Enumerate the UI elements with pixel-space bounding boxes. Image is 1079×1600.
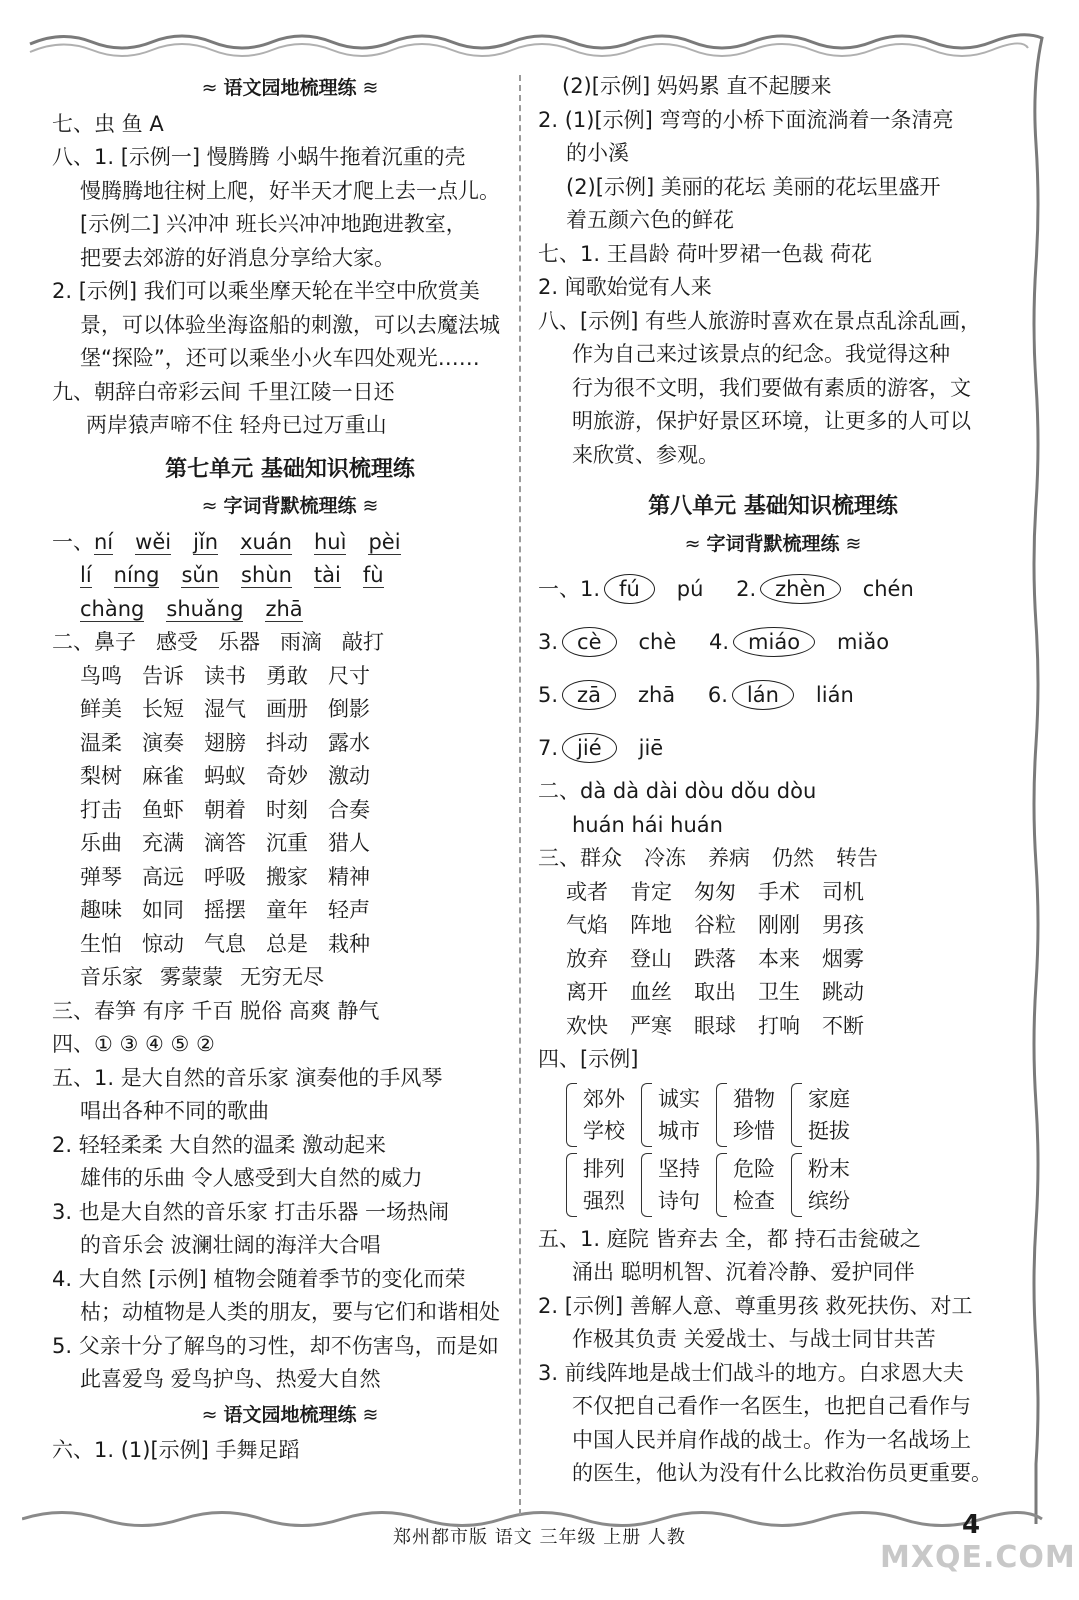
word-row: [52, 727, 528, 761]
word: 鲜美: [80, 697, 122, 721]
word: 匆匆: [694, 879, 736, 904]
section-title: ≈ 语文园地梳理练 ≋: [201, 77, 379, 99]
word: 搬家: [266, 864, 308, 889]
word: 惊动: [142, 931, 184, 956]
word: 群众: [580, 846, 622, 870]
answer-line: (2)[示例] 妈妈累 直不起腰来: [562, 74, 832, 98]
word: 血丝: [630, 980, 672, 1004]
answer-line: 4. 大自然 [示例] 植物会随着季节的变化而荣: [52, 1266, 466, 1291]
answer-line: 八、1. [示例一] 慢腾腾 小蜗牛拖着沉重的壳: [52, 145, 466, 169]
answer-line: 七、1. 王昌龄 荷叶罗裙一色裁 荷花: [538, 241, 873, 266]
brace-icon: [791, 1153, 802, 1217]
word: 蚂蚁: [204, 764, 246, 788]
word: 排列: [583, 1156, 625, 1181]
word: 冷冻: [644, 846, 686, 870]
word: 学校: [583, 1118, 625, 1143]
word: 雾蒙蒙: [160, 965, 223, 989]
word: 麻雀: [142, 764, 184, 788]
word: 乐器: [218, 630, 260, 654]
word: 演奏: [142, 730, 184, 755]
pinyin: shuǎng: [166, 596, 244, 621]
answer-line: 着五颜六色的鲜花: [566, 208, 734, 232]
answer-line: huán hái huán: [572, 812, 723, 837]
brace-pair: [566, 1153, 625, 1217]
word: 栽种: [328, 931, 370, 956]
word: 司机: [822, 879, 864, 904]
word: 音乐家: [80, 965, 143, 989]
page-footer: 郑州都市版 语文 三年级 上册 人教: [393, 1527, 686, 1548]
pinyin: níng: [113, 563, 160, 587]
circled-answer: miáo: [733, 627, 815, 657]
brace-group: [566, 1083, 1008, 1147]
word: 挺拔: [808, 1118, 850, 1143]
word: 合奏: [328, 797, 370, 822]
left-column: [52, 70, 528, 1468]
word: 缤纷: [808, 1188, 850, 1213]
word: 无穷无尽: [240, 965, 324, 989]
circled-answer: jié: [562, 733, 617, 763]
word: 激动: [328, 764, 370, 788]
word: 登山: [630, 946, 672, 971]
brace-icon: [716, 1083, 727, 1147]
word: 刚刚: [758, 913, 800, 937]
word: 珍惜: [733, 1118, 775, 1143]
word-row: [52, 894, 528, 928]
answer-line: 的音乐会 波澜壮阔的海洋大合唱: [80, 1233, 381, 1257]
brace-pair: [566, 1083, 625, 1147]
word: 翅膀: [204, 730, 246, 755]
word: 猎人: [328, 831, 370, 855]
word: 手术: [758, 879, 800, 904]
word-row: [52, 760, 528, 794]
word: 轻声: [328, 898, 370, 922]
word: 离开: [566, 980, 608, 1004]
word: 梨树: [80, 764, 122, 788]
word: 感受: [156, 630, 198, 654]
word-row: [52, 693, 528, 727]
watermark: MXQE.COM: [880, 1540, 1076, 1575]
word: 城市: [658, 1118, 700, 1143]
word: 充满: [142, 831, 184, 855]
word: 男孩: [822, 913, 864, 937]
answer-line: 3. 前线阵地是战士们战斗的地方。白求恩大夫: [538, 1360, 964, 1385]
brace-icon: [791, 1083, 802, 1147]
pinyin-row: 一、ní wěi jǐn xuán huì pèi: [52, 529, 401, 554]
brace-pair: [716, 1153, 775, 1217]
word: 乐曲: [80, 831, 122, 855]
right-column: [538, 70, 1008, 1491]
word: 精神: [328, 864, 370, 889]
word-list: [538, 842, 1008, 1043]
answer-line: 二、dà dà dài dòu dǒu dòu: [538, 779, 817, 803]
pinyin: shùn: [241, 563, 292, 587]
answer-line: (2)[示例] 美丽的花坛 美丽的花坛里盛开: [566, 174, 941, 199]
answer-line: 七、虫 鱼 A: [52, 111, 164, 136]
answer-line: 涌出 聪明机智、沉着冷静、爱护同伴: [572, 1260, 915, 1284]
word: 或者: [566, 879, 608, 904]
word: 养病: [708, 846, 750, 870]
answer-line: 四、① ③ ④ ⑤ ②: [52, 1032, 215, 1056]
word: 童年: [266, 898, 308, 922]
answer-line: 中国人民并肩作战的战士。作为一名战场上: [572, 1427, 971, 1452]
pinyin: huì: [314, 529, 347, 554]
word: 粉末: [808, 1156, 850, 1181]
word: 沉重: [266, 831, 308, 855]
circle-choice-row: 5. zā zhā 6. lán lián: [538, 669, 1008, 722]
answer-line: 的医生，他认为没有什么比救治伤员更重要。: [572, 1461, 992, 1485]
word: 如同: [142, 898, 184, 922]
word: 强烈: [583, 1188, 625, 1213]
section-title: ≈ 语文园地梳理练 ≋: [201, 1403, 379, 1426]
answer-line: 堡“探险”，还可以乘坐小火车四处观光……: [80, 346, 480, 370]
answer-line: 把要去郊游的好消息分享给大家。: [80, 245, 395, 270]
word-row: 二、鼻子 感受 乐器 雨滴 敲打: [52, 626, 528, 660]
pinyin-row: [52, 593, 528, 627]
word: 欢快: [566, 1013, 608, 1038]
word: 跳动: [822, 980, 864, 1004]
word: 朝着: [204, 797, 246, 822]
answer-line: 行为很不文明，我们要做有素质的游客，文: [572, 375, 971, 400]
word: 雨滴: [280, 630, 322, 654]
word: 危险: [733, 1156, 775, 1181]
word: 检查: [733, 1188, 775, 1213]
word: 取出: [694, 980, 736, 1004]
word: 滴答: [204, 831, 246, 855]
word: 奇妙: [266, 764, 308, 788]
brace-pair: [641, 1083, 700, 1147]
word-row: [52, 861, 528, 895]
word: 不断: [822, 1013, 864, 1038]
pinyin: sǔn: [181, 563, 220, 587]
pinyin: jǐn: [193, 529, 219, 554]
word: 眼球: [694, 1013, 736, 1038]
answer-line: 两岸猿声啼不住 轻舟已过万重山: [86, 413, 387, 437]
pinyin: tài: [313, 563, 341, 587]
unit-title: 第八单元 基础知识梳理练: [648, 494, 898, 519]
answer-line: 九、朝辞白帝彩云间 千里江陵一日还: [52, 379, 395, 404]
word-row: [538, 909, 1008, 943]
answer-line: 此喜爱鸟 爱鸟护鸟、热爱大自然: [80, 1367, 381, 1391]
answer-line: 2. 轻轻柔柔 大自然的温柔 激动起来: [52, 1132, 387, 1157]
answer-line: 不仅把自己看作一名医生，也把自己看作与: [572, 1394, 971, 1418]
pinyin: chàng: [80, 596, 145, 621]
answer-line: 3. 也是大自然的音乐家 打击乐器 一场热闹: [52, 1199, 450, 1224]
unit-title: 第七单元 基础知识梳理练: [165, 456, 415, 482]
brace-pair: [791, 1083, 850, 1147]
circled-answer: cè: [562, 627, 616, 657]
answer-line: 2. (1)[示例] 弯弯的小桥下面流淌着一条清亮: [538, 107, 954, 132]
word: 卫生: [758, 980, 800, 1004]
answer-line: 慢腾腾地往树上爬，好半天才爬上去一点儿。: [80, 178, 500, 203]
word: 露水: [328, 730, 370, 755]
word: 总是: [266, 931, 308, 956]
word: 倒影: [328, 697, 370, 721]
word: 诗句: [658, 1188, 700, 1213]
answer-line: 枯；动植物是人类的朋友，要与它们和谐相处: [80, 1300, 500, 1324]
word-row: 三、群众 冷冻 养病 仍然 转告: [538, 842, 1008, 876]
pinyin: fù: [362, 563, 384, 587]
pinyin: pèi: [368, 529, 401, 554]
section-title: ≈ 字词背默梳理练 ≋: [201, 495, 379, 517]
page-number: 4: [962, 1510, 981, 1540]
pinyin-row: [52, 559, 528, 593]
word: 打击: [80, 797, 122, 822]
word: 呼吸: [204, 864, 246, 889]
word-row: [538, 976, 1008, 1010]
answer-line: 的小溪: [566, 141, 629, 165]
word: 生怕: [80, 931, 122, 956]
word: 抖动: [266, 730, 308, 755]
brace-icon: [716, 1153, 727, 1217]
word-row: [52, 961, 528, 995]
answer-line: 雄伟的乐曲 令人感受到大自然的威力: [80, 1166, 423, 1190]
answer-line: 五、1. 是大自然的音乐家 演奏他的手风琴: [52, 1065, 443, 1090]
word: 阵地: [630, 913, 672, 937]
word: 打响: [758, 1013, 800, 1038]
word: 气焰: [566, 913, 608, 937]
word-row: [52, 928, 528, 962]
word: 跌落: [694, 946, 736, 971]
word: 坚持: [658, 1156, 700, 1181]
pinyin: xuán: [240, 529, 292, 554]
answer-line: 景，可以体验坐海盗船的刺激，可以去魔法城: [80, 312, 500, 337]
answer-line: 八、[示例] 有些人旅游时喜欢在景点乱涂乱画，: [538, 308, 982, 333]
word: 时刻: [266, 797, 308, 822]
word-row: [538, 876, 1008, 910]
word-row: [52, 660, 528, 694]
brace-pair: [716, 1083, 775, 1147]
brace-pair: [641, 1153, 700, 1217]
answer-line: 作极其负责 关爱战士、与战士同甘共苦: [572, 1327, 936, 1351]
word: 高远: [142, 864, 184, 889]
word: 温柔: [80, 730, 122, 755]
word: 仍然: [772, 846, 814, 870]
brace-pair: [791, 1153, 850, 1217]
word: 鱼虾: [142, 797, 184, 822]
circle-choice-row: 7. jié jiē: [538, 722, 1008, 775]
word-list: [52, 626, 528, 995]
circle-choice-row: 3. cè chè 4. miáo miǎo: [538, 616, 1008, 669]
word: 猎物: [733, 1086, 775, 1111]
word: 尺寸: [328, 663, 370, 688]
word-row: [52, 827, 528, 861]
word-row: [538, 1010, 1008, 1044]
word: 转告: [836, 846, 878, 870]
word: 严寒: [630, 1013, 672, 1038]
answer-line: 唱出各种不同的歌曲: [80, 1099, 269, 1123]
word: 肯定: [630, 879, 672, 904]
answer-line: [示例二] 兴冲冲 班长兴冲冲地跑进教室，: [80, 212, 467, 236]
word-row: [538, 943, 1008, 977]
word: 读书: [204, 663, 246, 688]
word-row: [52, 794, 528, 828]
answer-line: 2. [示例] 我们可以乘坐摩天轮在半空中欣赏美: [52, 279, 480, 303]
word: 告诉: [142, 663, 184, 688]
word: 放弃: [566, 946, 608, 971]
answer-line: 作为自己来过该景点的纪念。我觉得这种: [572, 342, 950, 366]
word: 弹琴: [80, 864, 122, 889]
brace-group: [566, 1153, 1008, 1217]
pinyin: lí: [80, 563, 92, 587]
word: 勇敢: [266, 663, 308, 688]
brace-icon: [566, 1153, 577, 1217]
word: 趣味: [80, 898, 122, 922]
word: 摇摆: [204, 898, 246, 922]
answer-line: 2. 闻歌始觉有人来: [538, 275, 712, 299]
word: 敲打: [342, 630, 384, 654]
pinyin: ní: [94, 529, 114, 554]
word: 谷粒: [694, 913, 736, 937]
section-title: ≈ 字词背默梳理练 ≋: [684, 532, 862, 555]
pinyin: wěi: [135, 529, 172, 554]
word: 鸟鸣: [80, 663, 122, 688]
circled-answer: fú: [604, 574, 655, 604]
brace-icon: [641, 1153, 652, 1217]
circled-answer: zā: [562, 680, 616, 710]
word: 烟雾: [822, 946, 864, 971]
answer-line: 三、春笋 有序 千百 脱俗 高爽 静气: [52, 998, 380, 1023]
word: 家庭: [808, 1086, 850, 1111]
word: 诚实: [658, 1086, 700, 1111]
answer-line: 四、[示例]: [538, 1047, 639, 1071]
word: 本来: [758, 946, 800, 971]
word: 鼻子: [94, 630, 136, 654]
word: 气息: [204, 931, 246, 956]
brace-icon: [566, 1083, 577, 1147]
answer-line: 2. [示例] 善解人意、尊重男孩 救死扶伤、对工: [538, 1293, 973, 1318]
answer-line: 明旅游，保护好景区环境，让更多的人可以: [572, 409, 971, 433]
answer-line: 六、1. (1)[示例] 手舞足蹈: [52, 1438, 300, 1462]
circled-answer: lán: [732, 680, 794, 710]
answer-line: 来欣赏、参观。: [572, 442, 719, 467]
word: 画册: [266, 697, 308, 721]
word: 郊外: [583, 1086, 625, 1111]
circle-choice-row: 一、1. fú pú 2. zhèn chén: [538, 563, 1008, 616]
pinyin: zhā: [265, 596, 303, 621]
answer-line: 五、1. 庭院 皆弃去 全，都 持石击瓮破之: [538, 1226, 921, 1251]
brace-icon: [641, 1083, 652, 1147]
word: 湿气: [204, 697, 246, 721]
answer-line: 5. 父亲十分了解鸟的习性，却不伤害鸟，而是如: [52, 1333, 499, 1358]
word: 长短: [142, 697, 184, 721]
circled-answer: zhèn: [760, 574, 841, 604]
